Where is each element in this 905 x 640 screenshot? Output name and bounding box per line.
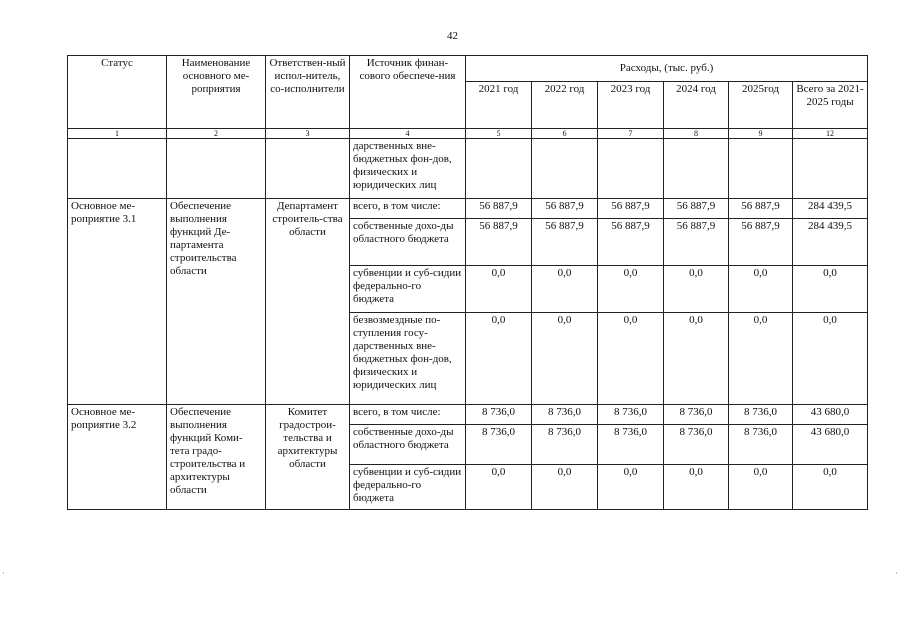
- column-index: 6: [532, 129, 598, 139]
- table-row: [68, 199, 868, 219]
- value-cell: 56 887,9: [664, 219, 729, 266]
- value-cell: 56 887,9: [466, 219, 532, 266]
- value-cell: 8 736,0: [532, 405, 598, 425]
- column-index: 7: [598, 129, 664, 139]
- value-cell: 56 887,9: [664, 199, 729, 219]
- value-cell: 0,0: [598, 266, 664, 313]
- value-cell: 0,0: [466, 465, 532, 510]
- header-year: 2024 год: [664, 82, 729, 129]
- table-row: [68, 405, 868, 425]
- value-cell: 0,0: [664, 465, 729, 510]
- value-cell: 56 887,9: [532, 219, 598, 266]
- status-cell: Основное ме-роприятие 3.2: [68, 405, 167, 510]
- value-cell: 0,0: [532, 465, 598, 510]
- total-cell: 0,0: [793, 465, 868, 510]
- value-cell: 56 887,9: [729, 219, 793, 266]
- scan-mark: ·: [2, 568, 7, 578]
- value-cell: 0,0: [664, 266, 729, 313]
- total-cell: 43 680,0: [793, 425, 868, 465]
- value-cell: 0,0: [466, 313, 532, 405]
- header-expenses: Расходы, (тыс. руб.): [466, 56, 868, 82]
- value-cell: 8 736,0: [729, 425, 793, 465]
- value-cell: 56 887,9: [598, 199, 664, 219]
- source-cell: субвенции и суб-сидии федерально-го бюджета: [350, 465, 466, 510]
- header-year: 2021 год: [466, 82, 532, 129]
- header-year: 2025год: [729, 82, 793, 129]
- header-source: Источник финан-сового обеспече-ния: [350, 56, 466, 129]
- column-index: 3: [266, 129, 350, 139]
- scan-mark: ·: [895, 568, 900, 578]
- source-cell: субвенции и суб-сидии федерально-го бюджета: [350, 266, 466, 313]
- column-index: 8: [664, 129, 729, 139]
- budget-table: [67, 55, 868, 510]
- value-cell: 56 887,9: [598, 219, 664, 266]
- value-cell: 56 887,9: [466, 199, 532, 219]
- total-cell: 284 439,5: [793, 199, 868, 219]
- value-cell: 8 736,0: [729, 405, 793, 425]
- column-index: 5: [466, 129, 532, 139]
- value-cell: 0,0: [598, 465, 664, 510]
- page-number: 42: [447, 30, 458, 42]
- value-cell: 8 736,0: [598, 425, 664, 465]
- value-cell: 56 887,9: [532, 199, 598, 219]
- source-cell: всего, в том числе:: [350, 405, 466, 425]
- value-cell: 8 736,0: [466, 425, 532, 465]
- value-cell: 0,0: [729, 465, 793, 510]
- value-cell: 0,0: [729, 313, 793, 405]
- value-cell: 0,0: [729, 266, 793, 313]
- column-index: 2: [167, 129, 266, 139]
- value-cell: 8 736,0: [466, 405, 532, 425]
- source-cell: всего, в том числе:: [350, 199, 466, 219]
- value-cell: 8 736,0: [532, 425, 598, 465]
- header-year: 2022 год: [532, 82, 598, 129]
- name-cell: Обеспечение выполнения функций Коми-тета градо-строительства и архитектуры области: [167, 405, 266, 510]
- header-status: Статус: [68, 56, 167, 129]
- column-index: 1: [68, 129, 167, 139]
- source-cell: собственные дохо-ды областного бюджета: [350, 425, 466, 465]
- value-cell: 0,0: [532, 313, 598, 405]
- value-cell: 0,0: [466, 266, 532, 313]
- column-index: 12: [793, 129, 868, 139]
- source-cell: дарственных вне-бюджетных фон-дов, физических и юридических лиц: [350, 139, 466, 199]
- header-year: 2023 год: [598, 82, 664, 129]
- value-cell: 8 736,0: [598, 405, 664, 425]
- header-total: Всего за 2021-2025 годы: [793, 82, 868, 129]
- name-cell: Обеспечение выполнения функций Де-партамента строительства области: [167, 199, 266, 405]
- total-cell: 0,0: [793, 313, 868, 405]
- value-cell: 8 736,0: [664, 425, 729, 465]
- source-cell: безвозмездные по-ступления госу-дарственных вне-бюджетных фон-дов, физических и юридических лиц: [350, 313, 466, 405]
- total-cell: 284 439,5: [793, 219, 868, 266]
- value-cell: 0,0: [664, 313, 729, 405]
- status-cell: Основное ме-роприятие 3.1: [68, 199, 167, 405]
- continuation-row: [68, 139, 868, 199]
- header-name: Наименование основного ме-роприятия: [167, 56, 266, 129]
- value-cell: 0,0: [598, 313, 664, 405]
- column-index: 9: [729, 129, 793, 139]
- column-index: 4: [350, 129, 466, 139]
- header-responsible: Ответствен-ный испол-нитель, со-исполнители: [266, 56, 350, 129]
- responsible-cell: Комитет градострои-тельства и архитектуры области: [266, 405, 350, 510]
- total-cell: 0,0: [793, 266, 868, 313]
- value-cell: 8 736,0: [664, 405, 729, 425]
- column-index-row: [68, 129, 868, 139]
- source-cell: собственные дохо-ды областного бюджета: [350, 219, 466, 266]
- value-cell: 56 887,9: [729, 199, 793, 219]
- total-cell: 43 680,0: [793, 405, 868, 425]
- value-cell: 0,0: [532, 266, 598, 313]
- responsible-cell: Департамент строитель-ства области: [266, 199, 350, 405]
